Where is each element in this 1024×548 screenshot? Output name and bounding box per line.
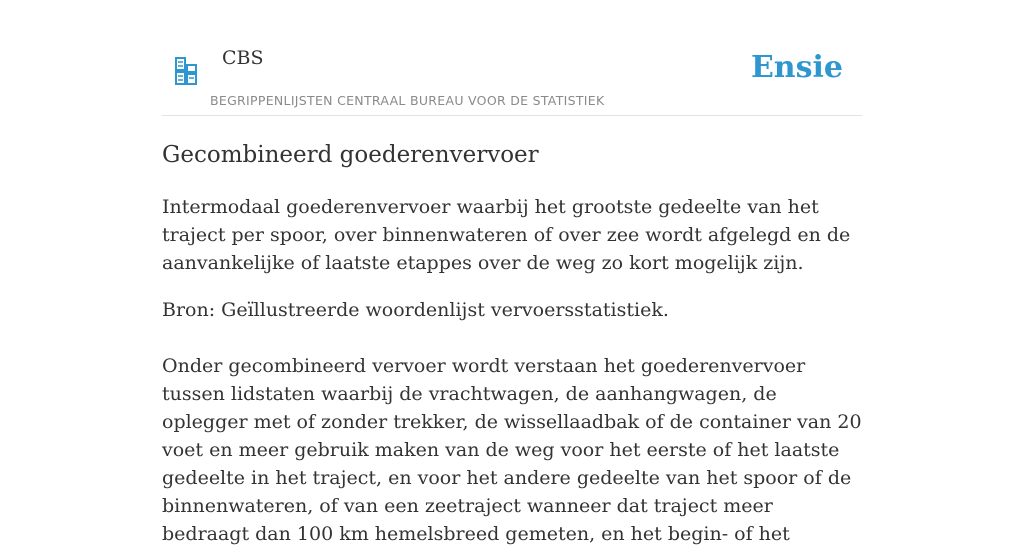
term-extra-explanation: Onder gecombineerd vervoer wordt verstaan het goederenvervoer tussen lidstaten waarbij de vrachtwagen, de aanhangwagen, de oplegger met of zonder trekker, de wissellaadbak of de container van 20 voet en meer gebruik maken van de weg voor het eerste of het laatste gedeelte in het traject, en voor het andere gedeelte van het spoor of de binnenwateren, of van een zeetraject wanneer dat traject meer bedraagt dan 100 km hemelsbreed gemeten, en het begin- of het bbox=[162, 355, 862, 545]
term-title: Gecombineerd goederenvervoer bbox=[162, 142, 539, 168]
content-container bbox=[162, 0, 862, 548]
org-name[interactable]: CBS bbox=[222, 47, 264, 69]
term-source: Bron: Geïllustreerde woordenlijst vervoersstatistiek. bbox=[162, 299, 669, 321]
cbs-logo-icon[interactable] bbox=[175, 56, 197, 86]
site-header bbox=[162, 0, 862, 116]
ensie-brand-link[interactable]: Ensie bbox=[750, 50, 843, 85]
org-subtitle: BEGRIPPENLIJSTEN CENTRAAL BUREAU VOOR DE STATISTIEK bbox=[210, 93, 605, 108]
term-definition: Intermodaal goederenvervoer waarbij het grootste gedeelte van het traject per spoor, over binnenwateren of over zee wordt afgelegd en de aanvankelijke of laatste etappes over de weg zo kort mogelijk zijn. bbox=[162, 196, 851, 274]
